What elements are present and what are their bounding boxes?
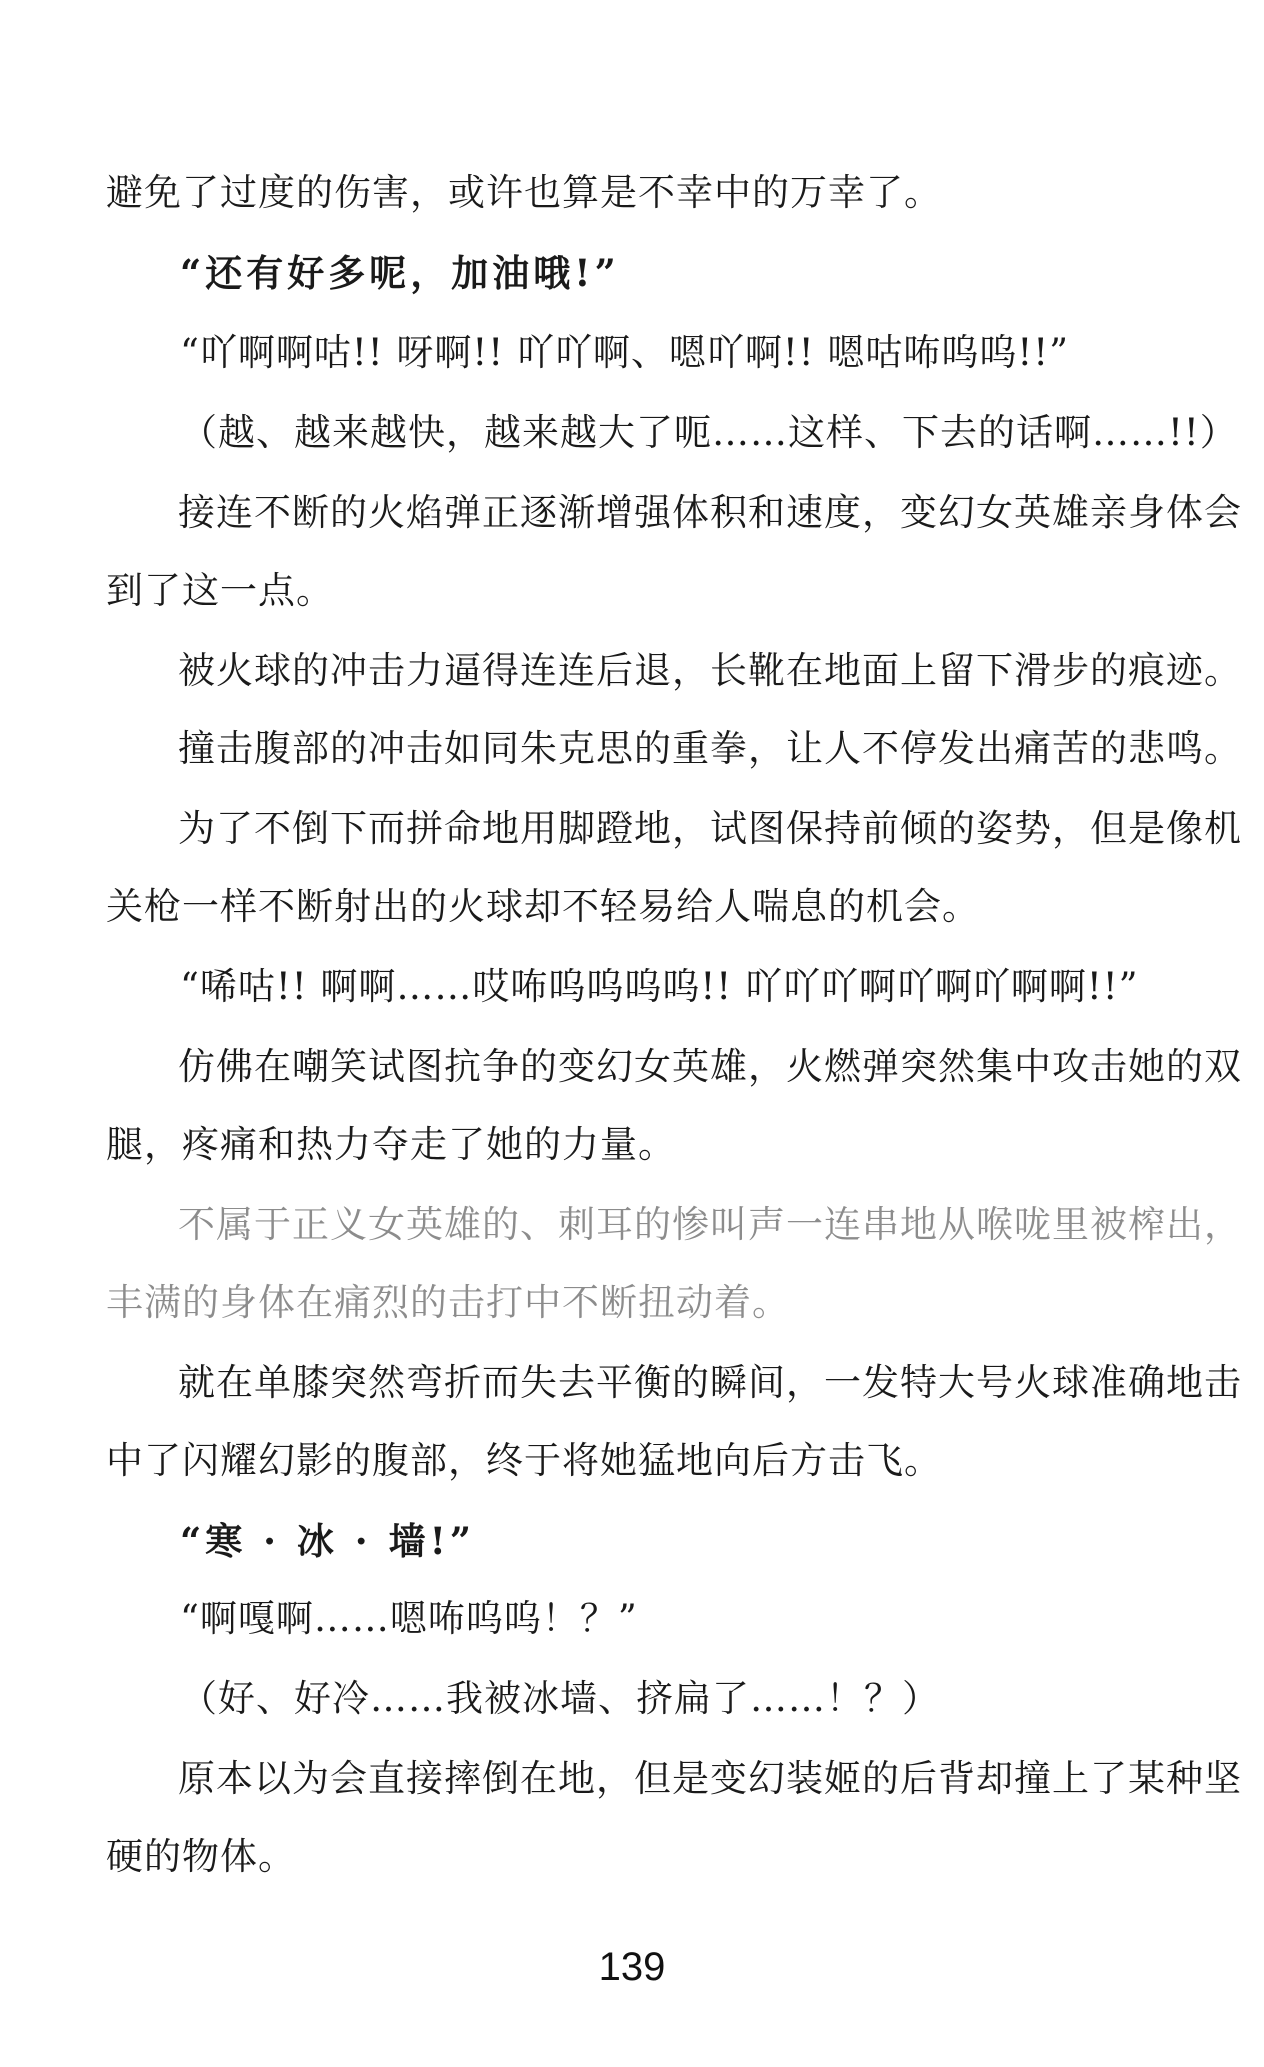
- paragraph-line: 避免了过度的伤害，或许也算是不幸中的万幸了。: [106, 171, 942, 214]
- enemy-dialogue-line: “寒 · 冰 · 墙!”: [180, 1519, 476, 1563]
- paragraph-line: 关枪一样不断射出的火球却不轻易给人喘息的机会。: [106, 885, 980, 928]
- paragraph-line: 硬的物体。: [106, 1835, 296, 1878]
- paragraph-line: 就在单膝突然弯折而失去平衡的瞬间，一发特大号火球准确地击: [178, 1361, 1242, 1404]
- faded-paragraph-line: 不属于正义女英雄的、刺耳的惨叫声一连串地从喉咙里被榨出，: [178, 1203, 1242, 1246]
- paragraph-line: 到了这一点。: [106, 569, 334, 612]
- page-number: 139: [598, 1945, 666, 1989]
- heroine-cry-line: “唏咕!! 啊啊……哎咘呜呜呜呜!! 吖吖吖啊吖啊吖啊啊!!”: [180, 965, 1139, 1008]
- paragraph-line: 被火球的冲击力逼得连连后退，长靴在地面上留下滑步的痕迹。: [178, 649, 1242, 692]
- paragraph-line: 中了闪耀幻影的腹部，终于将她猛地向后方击飞。: [106, 1439, 942, 1482]
- inner-thought-line: （越、越来越快，越来越大了呃……这样、下去的话啊……!!）: [180, 411, 1238, 454]
- paragraph-line: 腿，疼痛和热力夺走了她的力量。: [106, 1123, 676, 1166]
- paragraph-line: 接连不断的火焰弹正逐渐增强体积和速度，变幻女英雄亲身体会: [178, 491, 1242, 534]
- inner-thought-line: （好、好冷……我被冰墙、挤扁了……！？）: [180, 1677, 940, 1720]
- faded-paragraph-line: 丰满的身体在痛烈的击打中不断扭动着。: [106, 1281, 790, 1324]
- heroine-cry-line: “啊嘎啊……嗯咘呜呜！？”: [180, 1597, 638, 1640]
- paragraph-line: 仿佛在嘲笑试图抗争的变幻女英雄，火燃弹突然集中攻击她的双: [178, 1045, 1242, 1088]
- paragraph-line: 撞击腹部的冲击如同朱克思的重拳，让人不停发出痛苦的悲鸣。: [178, 727, 1242, 770]
- enemy-dialogue-line: “还有好多呢，加油哦!”: [180, 251, 620, 295]
- paragraph-line: 为了不倒下而拼命地用脚蹬地，试图保持前倾的姿势，但是像机: [178, 807, 1242, 850]
- heroine-cry-line: “吖啊啊咕!! 呀啊!! 吖吖啊、嗯吖啊!! 嗯咕咘呜呜!!”: [180, 331, 1070, 374]
- paragraph-line: 原本以为会直接摔倒在地，但是变幻装姬的后背却撞上了某种坚: [178, 1757, 1242, 1800]
